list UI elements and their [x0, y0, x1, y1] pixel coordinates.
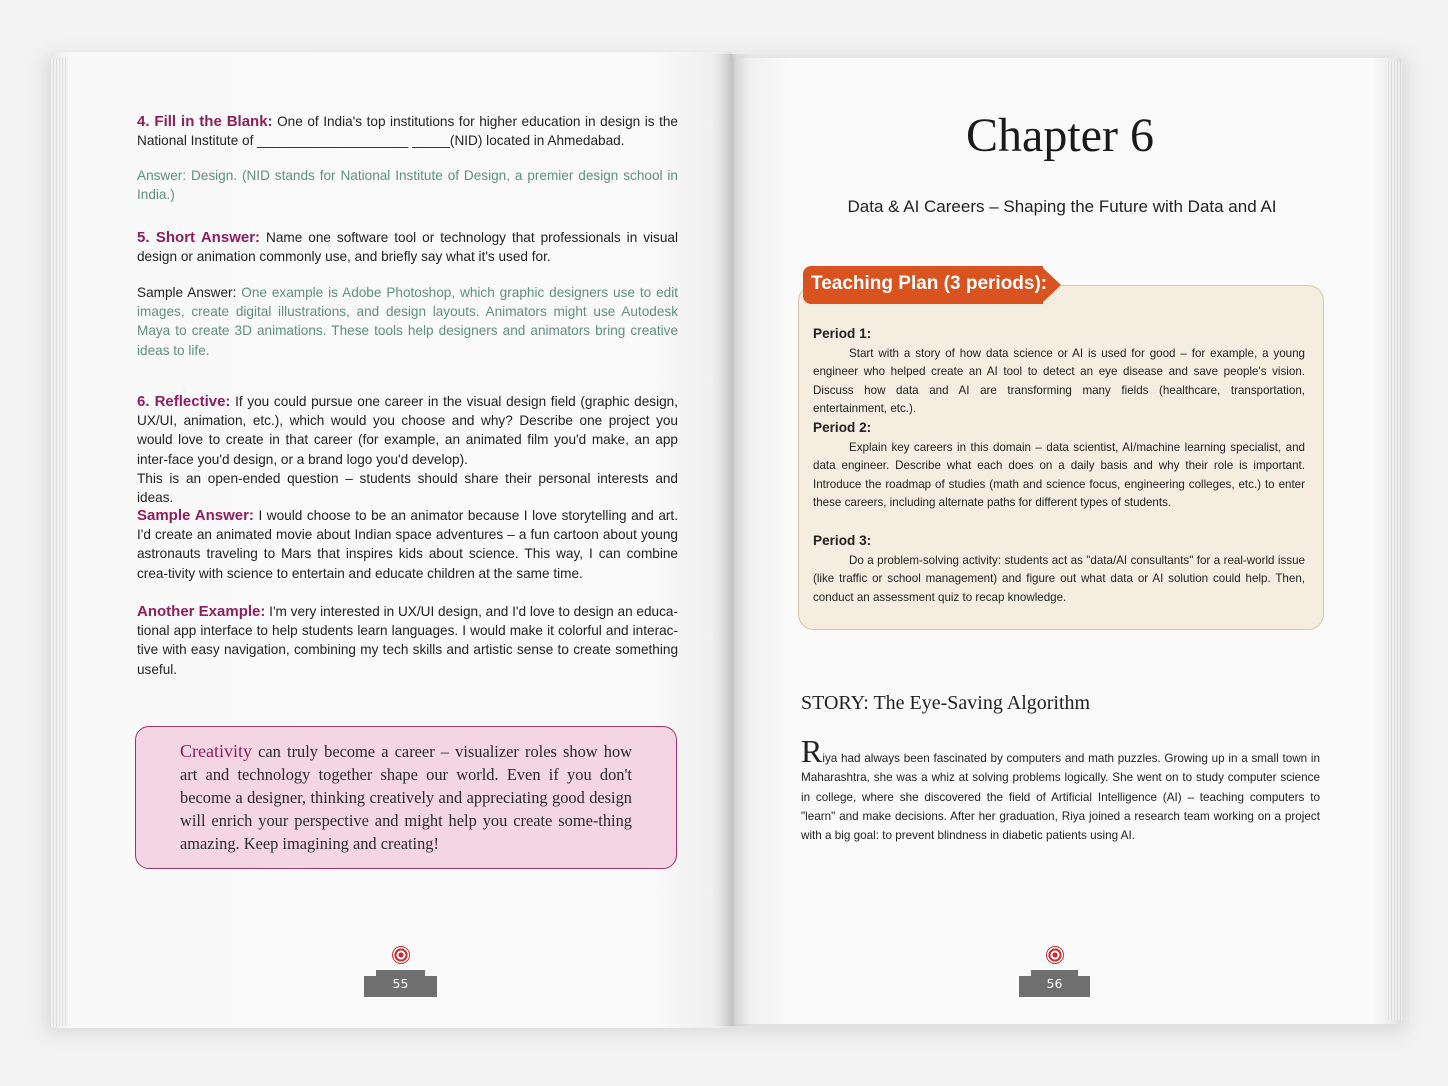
- question-text: Name one software tool or technology that professionals in visual design or animation commonly use, and briefly say what it's used for.: [137, 230, 678, 265]
- period-2: [813, 419, 1305, 513]
- sample-text: I would choose to be an animator because I love storytelling and art. I'd create an animated movie about Indian space adventures – a fun cartoon about young astronauts traveling to Mars that inspires kids about science. This way, I can combine crea-tivity with science to entertain and educate children at the same time.: [137, 508, 678, 581]
- page-number: 55: [392, 976, 409, 991]
- question-5: [137, 228, 678, 266]
- answer-4: Answer: Design. (NID stands for National Institute of Design, a premier design school in India.): [137, 168, 678, 203]
- period-3: [813, 532, 1305, 607]
- another-heading: Another Example:: [137, 603, 266, 620]
- another-example: [137, 602, 678, 679]
- callout-text: can truly become a career – visualizer roles show how art and technology together shape our world. Even if you don't become a designer, thinking creatively and appreciating good design will enrich your perspective and might help you create some-thing amazing. Keep imagining and creating!: [180, 742, 632, 853]
- period-heading: Period 2:: [813, 420, 872, 435]
- sample-heading: Sample Answer:: [137, 507, 254, 524]
- teaching-plan-label: Teaching Plan (3 periods):: [811, 273, 1048, 294]
- page-number-left: [364, 946, 437, 998]
- page-number: 56: [1046, 976, 1063, 991]
- chapter-subtitle: Data & AI Careers – Shaping the Future with Data and AI: [847, 197, 1277, 216]
- story-dropcap: R: [801, 733, 823, 769]
- period-text: Explain key careers in this domain – data scientist, AI/machine learning specialist, and data engineer. Describe what each does on a daily basis and why their role is important. Introduce the roadmap of studies (math and science focus, engineering colleges, etc.) to enter these careers, including alternate paths for different types of students.: [813, 440, 1305, 510]
- creativity-callout: [135, 726, 677, 869]
- another-text: I'm very interested in UX/UI design, and I'd love to design an educa-tional app interface to help students learn languages. I would make it colorful and interac-tive with easy navigation, combining my tech skills and artistic sense to create something useful.: [137, 604, 678, 677]
- right-page-edges: [1386, 62, 1402, 1020]
- question-heading: 6. Reflective:: [137, 393, 231, 410]
- period-text: Do a problem-solving activity: students act as "data/AI consultants" for a real-world issue (like traffic or school management) and figure out what data or AI solution could help. Then, conduct an assessment quiz to recap knowledge.: [813, 553, 1305, 604]
- story-body: iya had always been fascinated by computers and math puzzles. Growing up in a small town in Maharashtra, she was a whiz at solving problems logically. She went on to study computer science in college, where she discovered the field of Artificial Intelligence (AI) – teaching computers to "learn" and make decisions. After her graduation, Riya joined a research team working on a project with a big goal: to prevent blindness in diabetic patients using AI.: [801, 752, 1320, 843]
- chapter-title: Chapter 6: [966, 109, 1154, 162]
- sample-answer-6: [137, 506, 678, 583]
- question-heading: 4. Fill in the Blank:: [137, 113, 273, 130]
- sample-answer-label: Sample Answer:: [137, 285, 242, 300]
- book-gutter: [712, 54, 752, 1026]
- story-title: STORY: The Eye-Saving Algorithm: [801, 692, 1091, 714]
- target-icon: [392, 946, 410, 964]
- story-text: [801, 733, 1320, 845]
- period-text: Start with a story of how data science or AI is used for good – for example, a young engineer who helped create an AI tool to detect an eye disease and save people's vision. Discuss how data and AI are transforming many fields (healthcare, transportation, entertainment, etc.).: [813, 346, 1305, 416]
- question-heading: 5. Short Answer:: [137, 229, 261, 246]
- page-number-right: [1019, 946, 1090, 998]
- target-icon: [1046, 946, 1064, 964]
- period-heading: Period 3:: [813, 533, 872, 548]
- question-6: [137, 392, 678, 507]
- left-page-edges: [50, 58, 68, 1026]
- teaching-plan-tab: [803, 266, 1059, 304]
- period-heading: Period 1:: [813, 326, 872, 341]
- sample-answer-text: One example is Adobe Photoshop, which graphic designers use to edit images, create digital illustrations, and design layouts. Animators might use Autodesk Maya to create 3D animations. These tools help designers and animators bring creative ideas to life.: [137, 285, 679, 358]
- sample-answer-5: [137, 283, 678, 360]
- callout-lead: Creativity: [180, 741, 252, 761]
- question-4: [137, 112, 678, 150]
- question-text: One of India's top institutions for higher education in design is the National Institute of ____________________ _____(NID) located in Ahmedabad.: [137, 114, 678, 149]
- period-1: [813, 325, 1305, 419]
- question-text: If you could pursue one career in the visual design field (graphic design, UX/UI, animation, etc.), which would you choose and why? Describe one project you would love to create in that career (for example, an animated film you'd make, an app inter-face you'd design, or a brand logo you'd develop).: [137, 394, 679, 467]
- question-note: This is an open-ended question – students should share their personal interests and ideas.: [137, 470, 678, 506]
